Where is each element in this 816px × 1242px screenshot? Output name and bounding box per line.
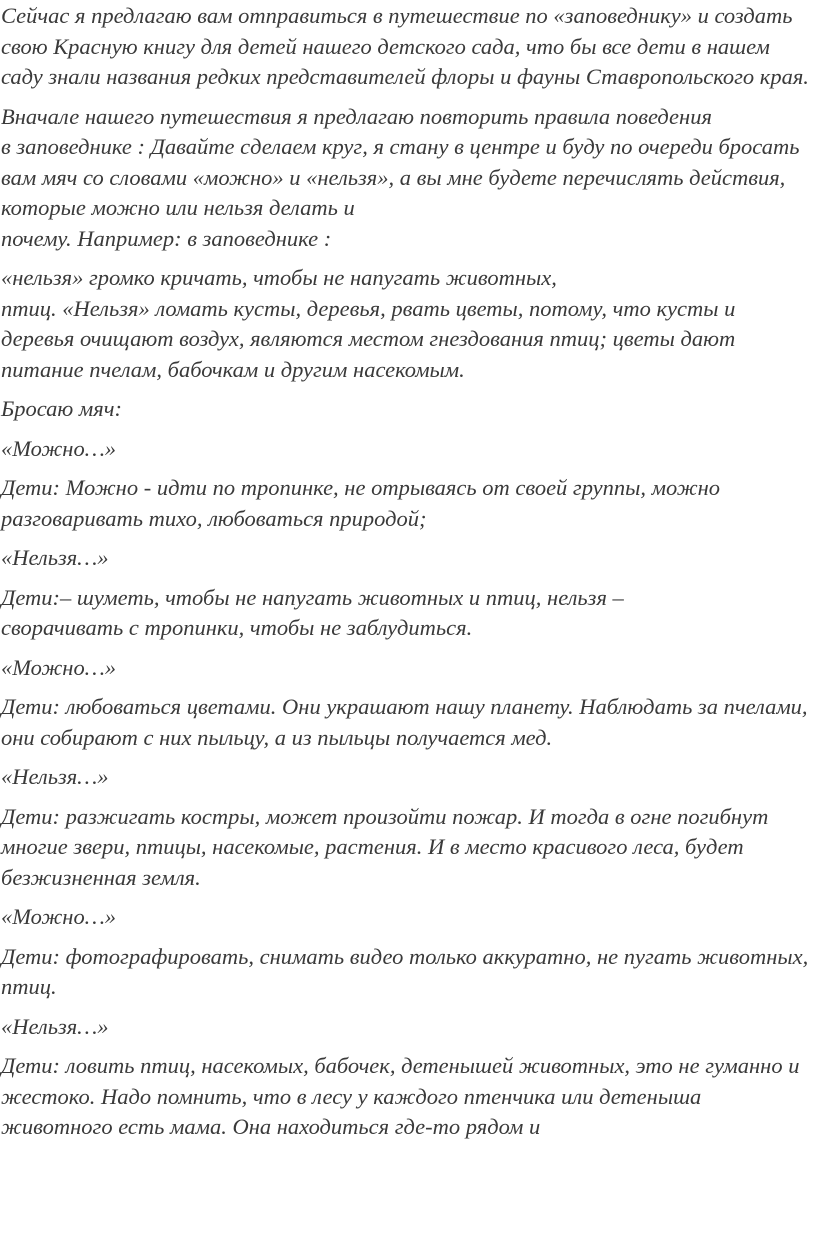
paragraph-allowed-prompt: «Можно…» — [1, 904, 116, 929]
paragraph-throw-ball: Бросаю мяч: — [1, 396, 122, 421]
paragraph-children-answer: Дети: любоваться цветами. Они украшают нашу планету. Наблюдать за пчелами, они собирают с них пыльцу, а из пыльцы получается мед. — [1, 694, 808, 750]
paragraph-allowed-prompt: «Можно…» — [1, 654, 116, 680]
paragraph-children-answer: Дети:– шуметь, чтобы не напугать животных и птиц, нельзя – сворачивать с тропинки, чтобы не заблудиться. — [1, 584, 624, 640]
paragraph-children-answer: Дети: разжигать костры, может произойти пожар. И тогда в огне погибнут многие звери, птицы, насекомые, растения. И в место красивого леса, будет безжизненная земля. — [1, 803, 769, 890]
paragraph-intro: Сейчас я предлагаю вам отправиться в путешествие по «заповеднику» и создать свою Красную книгу для детей нашего детского сада, что бы все дети в нашем саду знали названия редких представителей флоры и фауны Ставропольского края. — [1, 3, 809, 89]
paragraph-forbidden-prompt: «Нельзя…» — [1, 545, 109, 570]
paragraph-children-answer: Дети: Можно - идти по тропинке, не отрываясь от своей группы, можно разговаривать тихо, любоваться природой; — [1, 475, 721, 531]
paragraph-forbidden-prompt: «Нельзя…» — [1, 764, 109, 789]
paragraph-children-answer: Дети: фотографировать, снимать видео только аккуратно, не пугать животных, птиц. — [1, 943, 809, 999]
paragraph-rules-intro: Вначале нашего путешествия я предлагаю повторить правила поведения в заповеднике : Давайте сделаем круг, я стану в центре и буду по очереди бросать вам мяч со словами «можно» и «нельзя», а вы мне будете перечислять действия, которые можно или нельзя делать и почему. Например: в заповеднике : — [1, 103, 800, 251]
paragraph-forbidden-example: «нельзя» громко кричать, чтобы не напугать животных, птиц. «Нельзя» ломать кусты, деревья, рвать цветы, потому, что кусты и деревья очищают воздух, являются местом гнездования птиц; цветы дают питание пчелам, бабочкам и другим насекомым. — [1, 265, 736, 382]
paragraph-forbidden-prompt: «Нельзя…» — [1, 1013, 109, 1039]
paragraph-children-answer: Дети: ловить птиц, насекомых, бабочек, детенышей животных, это не гуманно и жестоко. Надо помнить, что в лесу у каждого птенчика или детеныша животного есть мама. Она находиться где-то рядом и — [1, 1053, 800, 1139]
paragraph-allowed-prompt: «Можно…» — [1, 435, 116, 461]
